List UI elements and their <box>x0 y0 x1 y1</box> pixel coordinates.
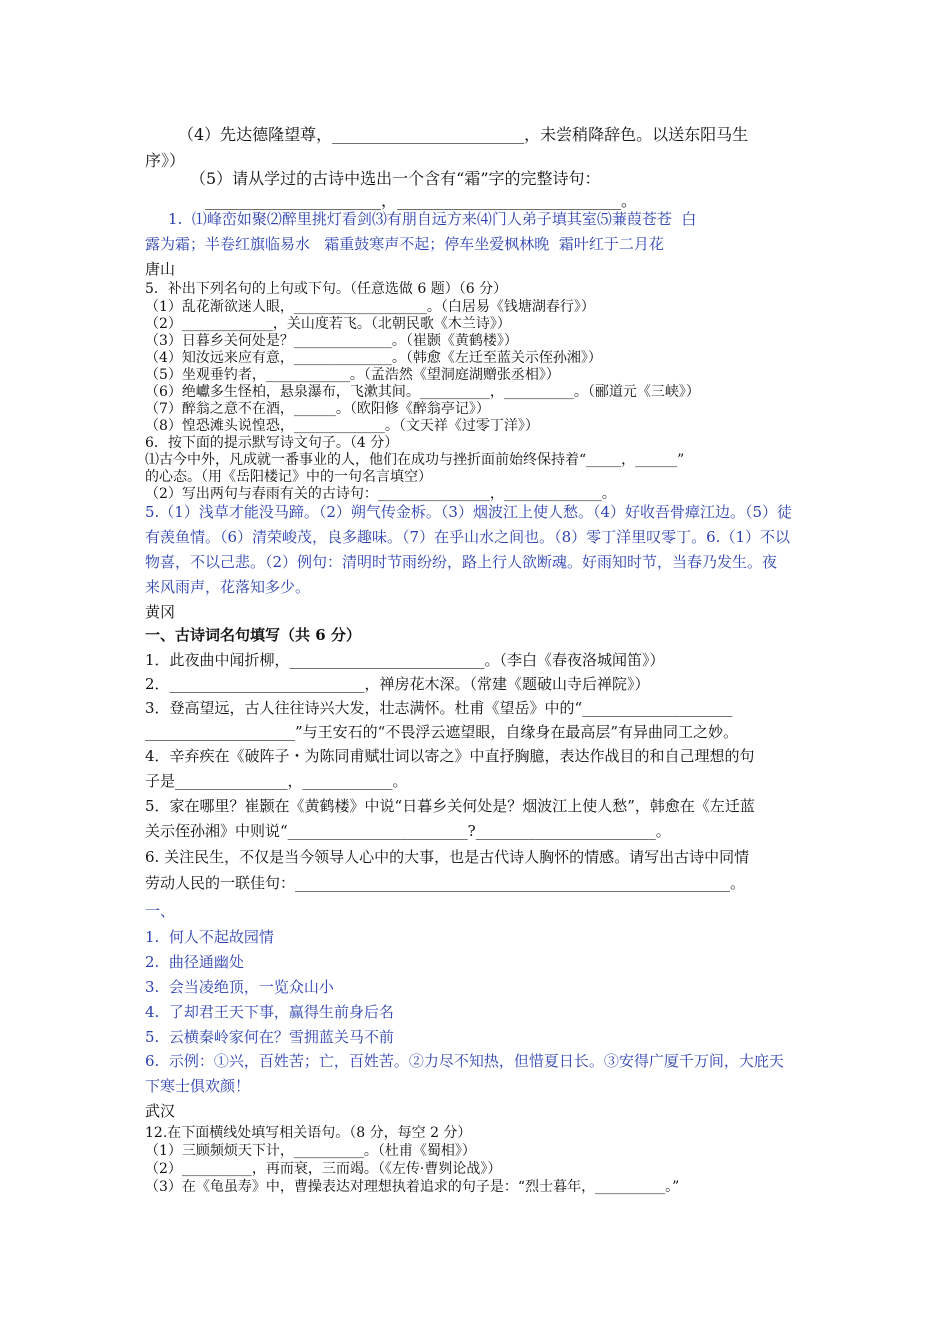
huanggang-line: 关示侄孙湘》中则说“________________________?________________________。 <box>145 822 671 840</box>
huanggang-line: 3．登高望远，古人往往诗兴大发，壮志满怀。杜甫《望岳》中的“____________________ <box>145 699 733 717</box>
tangshan-item: （8）惶恐滩头说惶恐，_____________。（文天祥《过零丁洋》） <box>145 418 539 434</box>
huanggang-line: ____________________”与王安石的“不畏浮云遮望眼，自缘身在最高层”有异曲同工之妙。 <box>145 723 739 741</box>
region-label-tangshan: 唐山 <box>145 260 176 278</box>
tangshan-item: （6）绝巘多生怪柏，悬泉瀑布，飞漱其间。__________，__________。（郦道元《三峡》） <box>145 384 700 400</box>
huanggang-line: 子是_______________，____________。 <box>145 772 408 790</box>
huanggang-answer: 6. 示例：①兴，百姓苦；亡，百姓苦。②力尽不知热，但惜夏日长。③安得广厦千万间，大庇天 <box>145 1052 784 1070</box>
tangshan-q6-1-line1: ⑴古今中外，凡成就一番事业的人，他们在成功与挫折面前始终保持着“_____，______” <box>145 452 685 468</box>
huanggang-answer: 2. 曲径通幽处 <box>145 953 244 971</box>
tangshan-q6-1-line2: 的心态。（用《岳阳楼记》中的一句名言填空） <box>145 469 432 485</box>
huanggang-heading: 一、古诗词名句填写（共 6 分） <box>145 626 361 644</box>
region-label-huanggang: 黄冈 <box>145 603 176 621</box>
tangshan-item: （1）乱花渐欲迷人眼，___________________。（白居易《钱塘湖春行》） <box>145 299 595 315</box>
huanggang-answer: 3. 会当凌绝顶，一览众山小 <box>145 978 334 996</box>
wuhan-item: （3）在《龟虽寿》中，曹操表达对理想执着追求的句子是：“烈士暮年，__________。” <box>145 1179 680 1195</box>
wuhan-item: （1）三顾频烦天下计，__________。（杜甫《蜀相》） <box>145 1143 476 1159</box>
huanggang-answer: 1. 何人不起故园情 <box>145 928 274 946</box>
huanggang-answer: 5. 云横秦岭家何在？雪拥蓝关马不前 <box>145 1028 394 1046</box>
prev-q4-cont: 序》） <box>145 151 186 170</box>
prev-answer-line1: 1. ⑴峰峦如聚⑵醉里挑灯看剑⑶有朋自远方来⑷门人弟子填其室⑸蒹葭苍苍 白 <box>168 210 697 228</box>
huanggang-line: 6. 关注民生，不仅是当今领导人心中的大事，也是古代诗人胸怀的情感。请写出古诗中同情 <box>145 848 750 866</box>
prev-answer-line2: 露为霜；半卷红旗临易水 霜重鼓寒声不起；停车坐爱枫林晚 霜叶红于二月花 <box>145 235 664 253</box>
prev-q5-blanks: ______________________，____________________________。 <box>205 191 638 210</box>
huanggang-answer: 4. 了却君王天下事，赢得生前身后名 <box>145 1003 394 1021</box>
huanggang-answer-header: 一、 <box>145 902 176 920</box>
tangshan-item: （2）_____________，关山度若飞。（北朝民歌《木兰诗》） <box>145 316 511 332</box>
tangshan-answer-line: 有羡鱼情。（6）清荣峻茂，良多趣味。（7）在乎山水之间也。（8）零丁洋里叹零丁。6.（1）不以 <box>145 528 790 546</box>
huanggang-line: 5．家在哪里？崔颢在《黄鹤楼》中说“日暮乡关何处是？烟波江上使人愁”，韩愈在《左迁蓝 <box>145 797 755 815</box>
huanggang-line: 2．__________________________，禅房花木深。（常建《题破山寺后禅院》） <box>145 675 650 693</box>
tangshan-answer-line: 5.（1）浅草才能没马蹄。（2）朔气传金柝。（3）烟波江上使人愁。（4）好收吾骨瘴江边。（5）徒 <box>145 503 793 521</box>
tangshan-answer-line: 物喜，不以己悲。（2）例句：清明时节雨纷纷，路上行人欲断魂。好雨知时节，当春乃发生。夜 <box>145 553 778 571</box>
tangshan-item: （4）知汝远来应有意，______________。（韩愈《左迁至蓝关示侄孙湘》） <box>145 350 602 366</box>
region-label-wuhan: 武汉 <box>145 1102 176 1120</box>
tangshan-item: （7）醉翁之意不在酒，______。（欧阳修《醉翁亭记》） <box>145 401 490 417</box>
tangshan-item: （3）日暮乡关何处是？______________。（崔颢《黄鹤楼》） <box>145 333 518 349</box>
tangshan-q6-heading: 6．按下面的提示默写诗文句子。（4 分） <box>145 435 399 451</box>
wuhan-item: （2）__________，再而衰，三而竭。（《左传·曹刿论战》） <box>145 1161 502 1177</box>
tangshan-heading: 5．补出下列名句的上句或下句。（任意选做 6 题）（6 分） <box>145 281 508 297</box>
tangshan-q6-2: （2）写出两句与春雨有关的古诗句：________________，______________。 <box>145 486 616 502</box>
prev-q5: （5）请从学过的古诗中选出一个含有“霜”字的完整诗句： <box>190 169 601 188</box>
huanggang-line: 1．此夜曲中闻折柳，__________________________。（李白《春夜洛城闻笛》） <box>145 651 665 669</box>
huanggang-answer: 下寒士俱欢颜！ <box>145 1077 251 1095</box>
wuhan-heading: 12.在下面横线处填写相关语句。（8 分，每空 2 分） <box>145 1125 472 1141</box>
tangshan-item: （5）坐观垂钓者，____________。（孟浩然《望洞庭湖赠张丞相》） <box>145 367 560 383</box>
prev-q4: （4）先达德隆望尊，________________________，未尝稍降辞色。以送东阳马生 <box>178 125 749 144</box>
huanggang-line: 4．辛弃疾在《破阵子・为陈同甫赋壮词以寄之》中直抒胸臆，表达作战目的和自己理想的句 <box>145 747 755 765</box>
huanggang-line: 劳动人民的一联佳句：__________________________________________________________。 <box>145 874 746 892</box>
tangshan-answer-line: 来风雨声，花落知多少。 <box>145 578 311 596</box>
